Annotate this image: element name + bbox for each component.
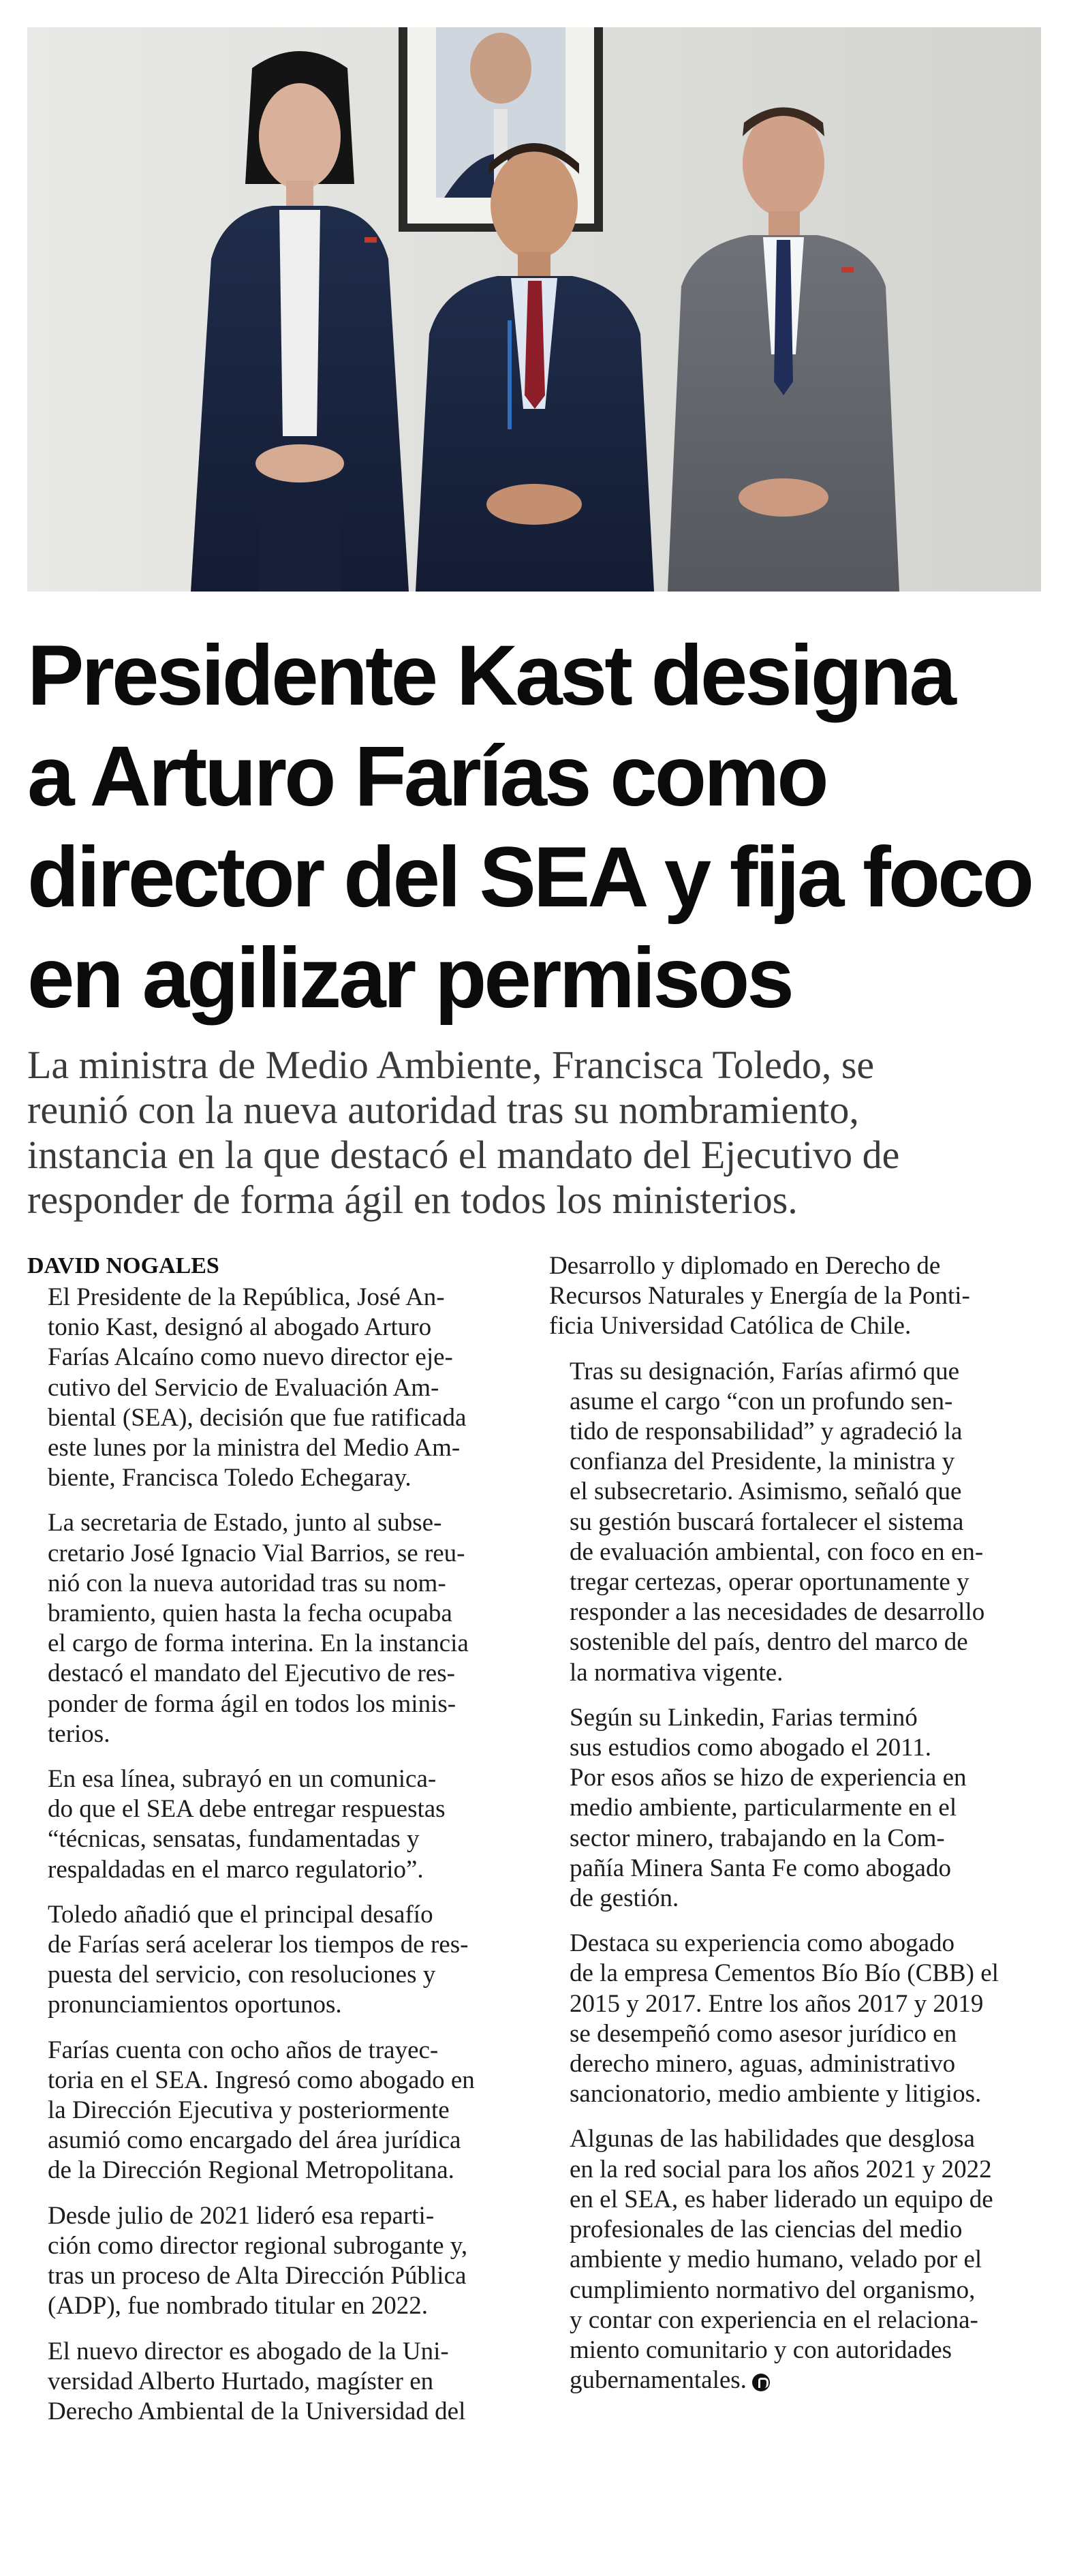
article-line: biental (SEA), decisión que fue ratificada: [48, 1403, 467, 1432]
article-line: ficia Universidad Católica de Chile.: [549, 1312, 912, 1340]
deck-line: reunió con la nueva autoridad tras su nombramiento,: [27, 1088, 859, 1132]
article-line: derecho minero, aguas, administrativo: [570, 2050, 956, 2079]
article-line: gubernamentales.: [549, 2365, 1041, 2395]
article-line: la normativa vigente.: [570, 1658, 783, 1687]
article-line: Desarrollo y diplomado en Derecho de: [549, 1252, 941, 1280]
article-paragraph: [27, 1900, 519, 2021]
article-line: En esa línea, subrayó en un comunica-: [48, 1765, 437, 1794]
article-line: tregar certezas, operar oportunamente y: [570, 1568, 969, 1597]
deck-line: responder de forma ágil en todos los ministerios.: [27, 1178, 798, 1222]
article-line: se desempeñó como asesor jurídico en: [570, 2019, 957, 2048]
article-line: “técnicas, sensatas, fundamentadas y: [48, 1825, 420, 1854]
article-line: miento comunitario y con autoridades: [570, 2335, 952, 2364]
article-paragraph: [27, 1764, 519, 1885]
article-line: en el SEA, es haber liderado un equipo de: [570, 2185, 993, 2213]
article-line: asume el cargo “con un profundo sen-: [570, 1387, 953, 1415]
article-line: su gestión buscará fortalecer el sistema: [570, 1507, 964, 1536]
article-line: 2015 y 2017. Entre los años 2017 y 2019: [570, 1989, 984, 2018]
article-line: tonio Kast, designó al abogado Arturo: [48, 1313, 432, 1342]
article-line: Destaca su experiencia como abogado: [570, 1929, 955, 1958]
article-line: Desde julio de 2021 lideró esa reparti-: [48, 2201, 435, 2230]
headline-line: Presidente Kast designa: [27, 628, 954, 723]
deck-line: instancia en la que destacó el mandato del Ejecutivo de: [27, 1133, 900, 1177]
article-line: cumplimiento normativo del organismo,: [570, 2275, 976, 2304]
article-line: pañía Minera Santa Fe como abogado: [570, 1854, 951, 1882]
article-line: ción como director regional subrogante y,: [48, 2231, 468, 2260]
article-paragraph: [549, 1357, 1041, 1688]
article-line: (ADP), fue nombrado titular en 2022.: [48, 2292, 428, 2320]
article-paragraph: [549, 1251, 1041, 1342]
article-line: en la red social para los años 2021 y 2022: [570, 2155, 992, 2183]
article-line: de evaluación ambiental, con foco en en-: [570, 1537, 984, 1566]
article-column-left: [27, 1283, 519, 2442]
article-line: sector minero, trabajando en la Com-: [570, 1824, 945, 1852]
article-paragraph: [549, 2124, 1041, 2395]
article-paragraph: [27, 2337, 519, 2427]
article-line: de Farías será acelerar los tiempos de res-: [48, 1931, 469, 1959]
article-line: Farías Alcaíno como nuevo director eje-: [48, 1343, 453, 1372]
article-line: Algunas de las habilidades que desglosa: [570, 2125, 975, 2153]
article-line: confianza del Presidente, la ministra y: [570, 1447, 955, 1476]
article-line: Farías cuenta con ocho años de trayec-: [48, 2036, 439, 2064]
article-line: sus estudios como abogado el 2011.: [570, 1734, 931, 1762]
article-line: toria en el SEA. Ingresó como abogado en: [48, 2066, 475, 2094]
article-line: Derecho Ambiental de la Universidad del: [48, 2397, 466, 2425]
article-paragraph: [27, 2201, 519, 2322]
article-line: versidad Alberto Hurtado, magíster en: [48, 2367, 434, 2395]
article-line: nió con la nueva autoridad tras su nom-: [48, 1569, 446, 1597]
article-line: de la empresa Cementos Bío Bío (CBB) el: [570, 1959, 999, 1988]
article-line: biente, Francisca Toledo Echegaray.: [48, 1464, 412, 1492]
headline: [27, 626, 1041, 1029]
article-line: sancionatorio, medio ambiente y litigios.: [570, 2080, 982, 2109]
article-line: cutivo del Servicio de Evaluación Am-: [48, 1373, 439, 1402]
article-line: de la Dirección Regional Metropolitana.: [48, 2156, 454, 2185]
article-line: ambiente y medio humano, velado por el: [570, 2245, 982, 2274]
article-line: profesionales de las ciencias del medio: [570, 2215, 963, 2244]
article-line: tido de responsabilidad” y agradeció la: [570, 1417, 963, 1446]
article-line: La secretaria de Estado, junto al subse-: [48, 1509, 442, 1537]
article-line: bramiento, quien hasta la fecha ocupaba: [48, 1599, 452, 1628]
article-line: responder a las necesidades de desarrollo: [570, 1598, 985, 1627]
deck-line: La ministra de Medio Ambiente, Francisca Toledo, se: [27, 1043, 875, 1087]
article-column-right: [549, 1251, 1041, 2410]
article-line: Recursos Naturales y Energía de la Ponti-: [549, 1282, 970, 1310]
article-line: este lunes por la ministra del Medio Am-: [48, 1434, 461, 1462]
article-line: puesta del servicio, con resoluciones y: [48, 1961, 436, 1989]
article-line: do que el SEA debe entregar respuestas: [48, 1795, 446, 1824]
headline-line: en agilizar permisos: [27, 931, 792, 1026]
article-line: cretario José Ignacio Vial Barrios, se reu-: [48, 1539, 465, 1567]
article-line: Según su Linkedin, Farias terminó: [570, 1703, 918, 1732]
article-line: sostenible del país, dentro del marco de: [570, 1628, 968, 1657]
article-paragraph: [549, 1703, 1041, 1914]
article-line: Tras su designación, Farías afirmó que: [570, 1357, 960, 1385]
end-of-article-icon: [752, 2374, 770, 2391]
article-line: tras un proceso de Alta Dirección Pública: [48, 2262, 467, 2290]
article-line: destacó el mandato del Ejecutivo de res-: [48, 1659, 455, 1688]
article-paragraph: [27, 1508, 519, 1749]
article-line: pronunciamientos oportunos.: [48, 1991, 342, 2019]
headline-line: a Arturo Farías como: [27, 729, 826, 824]
article-line: y contar con experiencia en el relaciona-: [570, 2305, 978, 2334]
article-line: el cargo de forma interina. En la instancia: [48, 1629, 469, 1658]
article-line: terios.: [48, 1719, 110, 1748]
headline-line: director del SEA y fija foco: [27, 830, 1031, 925]
news-photo: [27, 27, 1041, 592]
article-line: medio ambiente, particularmente en el: [570, 1794, 957, 1822]
deck-subtitle: [27, 1043, 1041, 1223]
article-line: El nuevo director es abogado de la Uni-: [48, 2337, 449, 2365]
article-line: Toledo añadió que el principal desafío: [48, 1900, 433, 1929]
article-paragraph: [549, 1929, 1041, 2109]
article-line: ponder de forma ágil en todos los minis-: [48, 1689, 456, 1718]
article-line: la Dirección Ejecutiva y posteriormente: [48, 2096, 450, 2125]
photo-illustration: [27, 27, 1041, 592]
article-line: de gestión.: [570, 1884, 679, 1913]
article-line: El Presidente de la República, José An-: [48, 1283, 445, 1311]
article-line: el subsecretario. Asimismo, señaló que: [570, 1477, 962, 1506]
byline: DAVID NOGALES: [27, 1253, 219, 1278]
article-line: Por esos años se hizo de experiencia en: [570, 1764, 967, 1792]
article-line: asumió como encargado del área jurídica: [48, 2126, 461, 2155]
article-line: respaldadas en el marco regulatorio”.: [48, 1855, 424, 1884]
article-paragraph: [27, 1283, 519, 1493]
article-paragraph: [27, 2036, 519, 2186]
